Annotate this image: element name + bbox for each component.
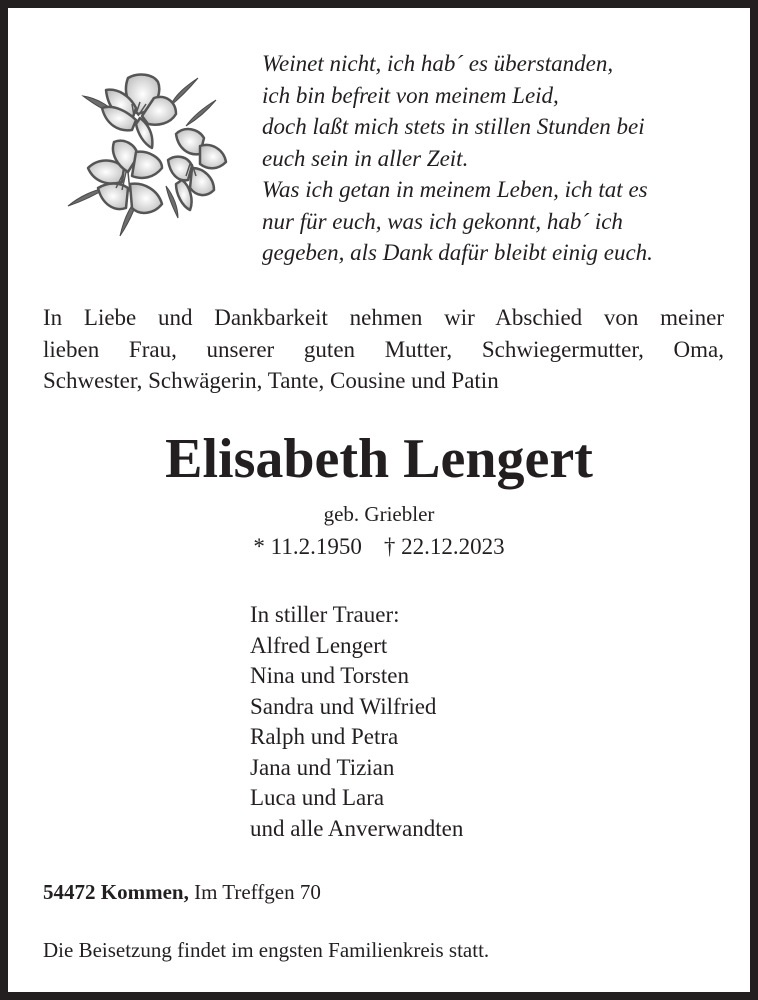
burial-notice: Die Beisetzung findet im engsten Familienkreis statt. (43, 938, 490, 962)
farewell-text (43, 302, 724, 397)
death-date: † 22.12.2023 (383, 534, 505, 559)
poem-line: nur für euch, was ich gekonnt, hab´ ich (262, 208, 623, 234)
mourner: Luca und Lara (250, 785, 385, 810)
address-street: Im Treffgen 70 (194, 880, 321, 904)
deceased-name: Elisabeth Lengert (165, 428, 593, 490)
life-dates (8, 532, 750, 562)
mourner: und alle Anverwandten (250, 815, 464, 841)
mourners-list (250, 600, 463, 844)
poem-line: gegeben, als Dank dafür bleibt einig euch. (262, 240, 653, 265)
mourner: Alfred Lengert (250, 632, 388, 658)
farewell-line: Schwester, Schwägerin, Tante, Cousine und Patin (43, 368, 499, 393)
farewell-line: In Liebe und Dankbarkeit nehmen wir Abschied von meiner (43, 305, 724, 330)
poem-line: Weinet nicht, ich hab´ es überstanden, (262, 51, 614, 76)
poem-line: Was ich getan in meinem Leben, ich tat es (262, 177, 648, 202)
farewell-line: lieben Frau, unserer guten Mutter, Schwiegermutter, Oma, (43, 336, 724, 362)
mourner: Jana und Tizian (250, 754, 395, 780)
lily-flower-icon (58, 68, 238, 248)
mourner: Ralph und Petra (250, 724, 399, 749)
poem-line: ich bin befreit von meinem Leid, (262, 82, 559, 108)
birth-date: * 11.2.1950 (253, 534, 362, 559)
mourners-heading: In stiller Trauer: (250, 602, 400, 627)
mourner: Sandra und Wilfried (250, 693, 437, 719)
address-city: 54472 Kommen, (43, 880, 189, 904)
maiden-name: geb. Griebler (323, 502, 435, 526)
poem-line: doch laßt mich stets in stillen Stunden bei (262, 114, 645, 139)
mourner: Nina und Torsten (250, 663, 409, 688)
poem (262, 48, 742, 269)
poem-line: euch sein in aller Zeit. (262, 145, 469, 171)
address (43, 878, 321, 906)
